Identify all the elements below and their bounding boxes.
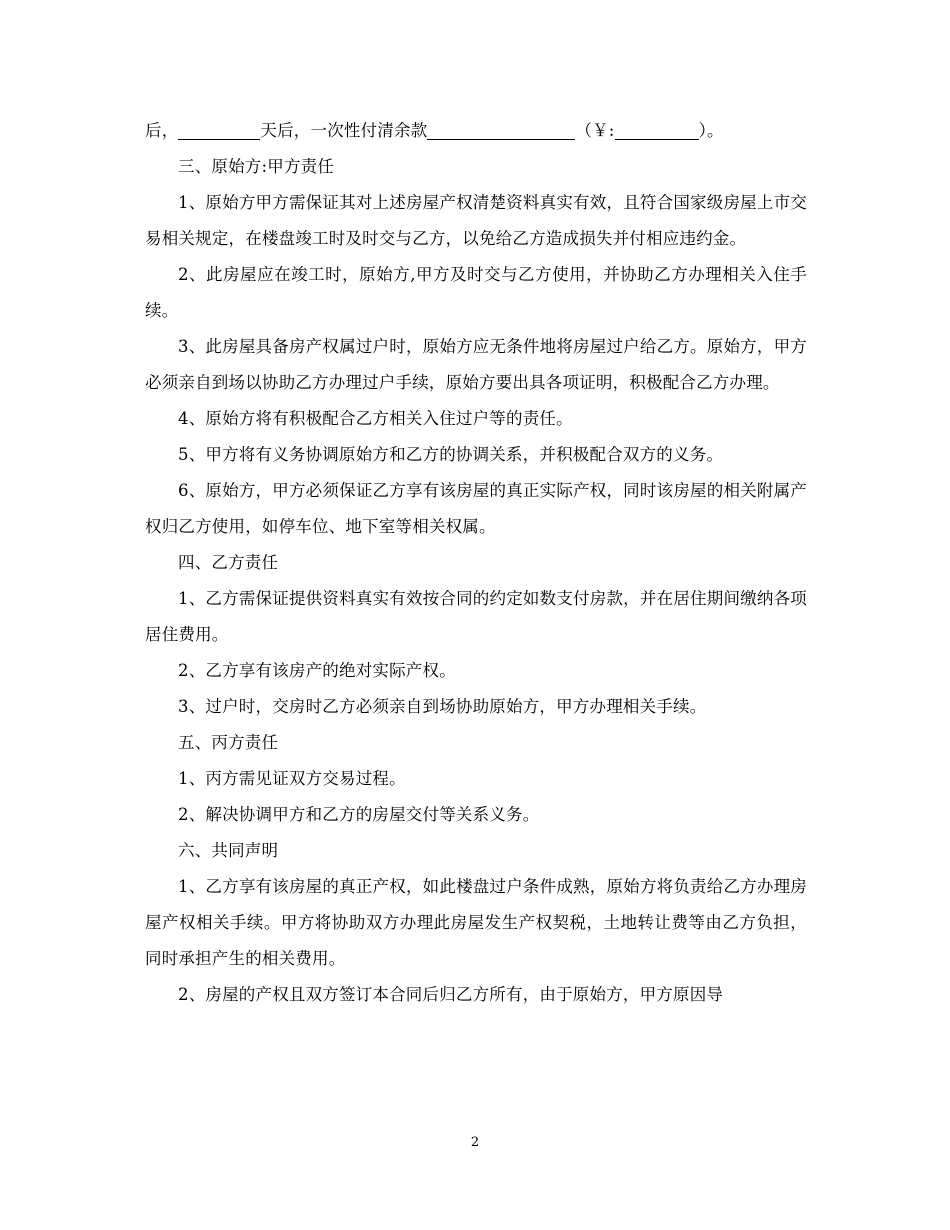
paragraph: 5、甲方将有义务协调原始方和乙方的协调关系，并积极配合双方的义务。 — [178, 445, 724, 464]
document-body — [145, 113, 807, 1013]
page-number: 2 — [470, 1135, 480, 1150]
continuation-amount-label: （￥: — [575, 121, 615, 140]
paragraph: 1、乙方需保证提供资料真实有效按合同的约定如数支付房款，并在居住期间缴纳各项居住费用。 — [145, 589, 807, 644]
continuation-prefix: 后， — [145, 121, 179, 140]
continuation-suffix: ）。 — [698, 121, 724, 140]
section-heading-joint-statement: 六、共同声明 — [178, 841, 279, 860]
paragraph: 2、此房屋应在竣工时，原始方,甲方及时交与乙方使用，并协助乙方办理相关入住手续。 — [145, 265, 807, 320]
section-heading-party-a: 三、原始方:甲方责任 — [178, 157, 335, 176]
paragraph: 6、原始方，甲方必须保证乙方享有该房屋的真正实际产权，同时该房屋的相关附属产权归乙方使用，如停车位、地下室等相关权属。 — [145, 481, 807, 536]
paragraph: 1、乙方享有该房屋的真正产权，如此楼盘过户条件成熟，原始方将负责给乙方办理房屋产权相关手续。甲方将协助双方办理此房屋发生产权契税，土地转让费等由乙方负担，同时承担产生的相关费用。 — [145, 877, 807, 968]
section-heading-party-c: 五、丙方责任 — [178, 733, 279, 752]
paragraph: 2、解决协调甲方和乙方的房屋交付等关系义务。 — [178, 805, 540, 824]
paragraph: 2、房屋的产权且双方签订本合同后归乙方所有，由于原始方，甲方原因导 — [178, 985, 724, 1004]
section-heading-party-b: 四、乙方责任 — [178, 553, 279, 572]
paragraph: 3、此房屋具备房产权属过户时，原始方应无条件地将房屋过户给乙方。原始方，甲方必须亲自到场以协助乙方办理过户手续，原始方要出具各项证明，积极配合乙方办理。 — [145, 337, 807, 392]
amount-blank — [615, 121, 699, 140]
continuation-middle: 天后，一次性付清余款 — [260, 121, 428, 140]
balance-blank — [427, 121, 575, 140]
paragraph: 1、丙方需见证双方交易过程。 — [178, 769, 406, 788]
days-blank — [178, 121, 260, 140]
continuation-line — [145, 113, 807, 149]
paragraph: 3、过户时，交房时乙方必须亲自到场协助原始方，甲方办理相关手续。 — [178, 697, 707, 716]
paragraph: 2、乙方享有该房产的绝对实际产权。 — [178, 661, 456, 680]
paragraph: 1、原始方甲方需保证其对上述房屋产权清楚资料真实有效，且符合国家级房屋上市交易相关规定，在楼盘竣工时及时交与乙方，以免给乙方造成损失并付相应违约金。 — [145, 193, 807, 248]
paragraph: 4、原始方将有积极配合乙方相关入住过户等的责任。 — [178, 409, 573, 428]
